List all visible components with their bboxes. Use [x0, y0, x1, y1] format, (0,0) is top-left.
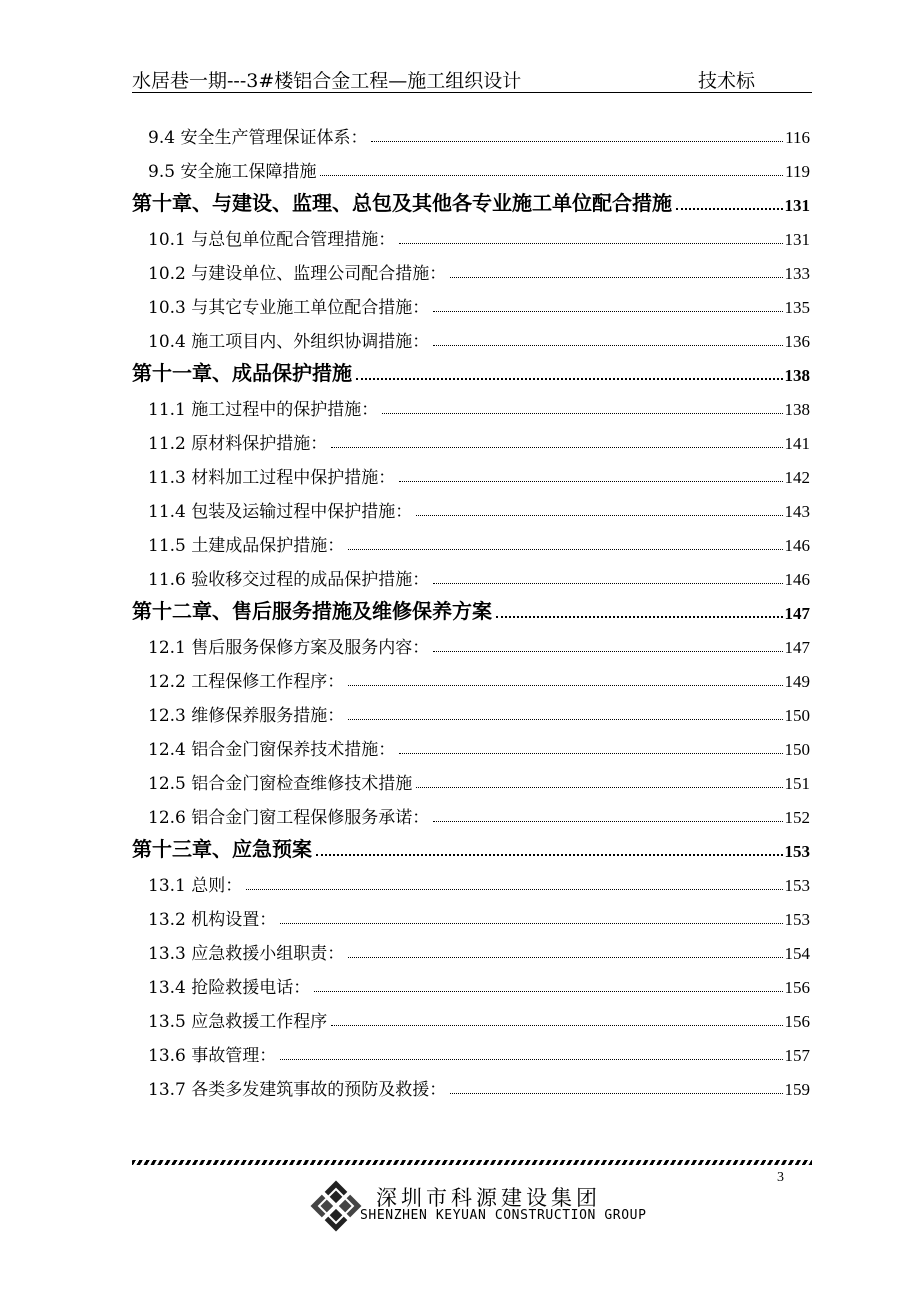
toc-dot-leader [356, 377, 783, 380]
toc-section-entry[interactable] [132, 256, 810, 284]
toc-entry-page: 157 [784, 1046, 810, 1065]
toc-dot-leader [348, 718, 782, 720]
toc-dot-leader [433, 820, 782, 822]
toc-entry-page: 131 [784, 196, 810, 215]
toc-entry-page: 153 [784, 910, 810, 929]
toc-entry-label: 12.2 工程保修工作程序： [148, 672, 345, 692]
toc-entry-page: 152 [784, 808, 810, 827]
toc-entry-label: 10.3 与其它专业施工单位配合措施： [148, 298, 430, 318]
toc-entry-page: 154 [784, 944, 810, 963]
toc-entry-page: 147 [784, 604, 810, 623]
toc-dot-leader [371, 140, 783, 142]
toc-section-entry[interactable] [132, 222, 810, 250]
toc-entry-label: 11.2 原材料保护措施： [148, 434, 328, 454]
header-right-label: 技术标 [698, 70, 756, 92]
toc-entry-label: 9.4 安全生产管理保证体系： [148, 128, 368, 148]
toc-dot-leader [433, 650, 782, 652]
toc-section-entry[interactable] [132, 800, 810, 828]
toc-entry-label: 11.3 材料加工过程中保护措施： [148, 468, 396, 488]
toc-section-entry[interactable] [132, 698, 810, 726]
toc-dot-leader [316, 853, 783, 856]
toc-dot-leader [416, 786, 782, 788]
toc-dot-leader [399, 752, 782, 754]
toc-entry-page: 119 [785, 162, 810, 181]
toc-entry-label: 第十三章、应急预案 [132, 837, 312, 861]
toc-section-entry[interactable] [132, 426, 810, 454]
toc-chapter-entry[interactable] [132, 596, 810, 624]
company-name-cn: 深圳市科源建设集团 [376, 1186, 601, 1210]
toc-dot-leader [348, 684, 782, 686]
toc-entry-label: 11.1 施工过程中的保护措施： [148, 400, 379, 420]
toc-section-entry[interactable] [132, 902, 810, 930]
toc-entry-page: 156 [784, 978, 810, 997]
toc-dot-leader [450, 276, 782, 278]
toc-dot-leader [399, 480, 782, 482]
toc-entry-label: 第十二章、售后服务措施及维修保养方案 [132, 599, 492, 623]
toc-entry-label: 11.6 验收移交过程的成品保护措施： [148, 570, 430, 590]
toc-entry-page: 153 [784, 876, 810, 895]
page-number: 3 [777, 1170, 784, 1185]
toc-dot-leader [348, 548, 782, 550]
toc-dot-leader [433, 344, 782, 346]
toc-entry-page: 146 [784, 536, 810, 555]
toc-entry-label: 11.5 土建成品保护措施： [148, 536, 345, 556]
toc-section-entry[interactable] [132, 630, 810, 658]
toc-entry-label: 13.6 事故管理： [148, 1046, 277, 1066]
toc-section-entry[interactable] [132, 936, 810, 964]
toc-entry-page: 150 [784, 706, 810, 725]
toc-dot-leader [416, 514, 782, 516]
toc-entry-label: 10.2 与建设单位、监理公司配合措施： [148, 264, 447, 284]
toc-dot-leader [314, 990, 782, 992]
page-header [132, 64, 812, 93]
toc-entry-label: 13.2 机构设置： [148, 910, 277, 930]
toc-entry-page: 141 [784, 434, 810, 453]
toc-entry-label: 9.5 安全施工保障措施 [148, 162, 317, 182]
toc-dot-leader [433, 582, 782, 584]
toc-entry-page: 150 [784, 740, 810, 759]
toc-entry-page: 135 [784, 298, 810, 317]
toc-dot-leader [348, 956, 782, 958]
toc-entry-page: 131 [784, 230, 810, 249]
toc-dot-leader [382, 412, 782, 414]
toc-entry-page: 133 [784, 264, 810, 283]
toc-section-entry[interactable] [132, 1004, 810, 1032]
toc-section-entry[interactable] [132, 392, 810, 420]
toc-section-entry[interactable] [132, 1072, 810, 1100]
toc-section-entry[interactable] [132, 154, 810, 182]
toc-entry-page: 116 [785, 128, 810, 147]
toc-entry-page: 146 [784, 570, 810, 589]
toc-entry-label: 12.5 铝合金门窗检查维修技术措施 [148, 774, 413, 794]
toc-section-entry[interactable] [132, 528, 810, 556]
toc-section-entry[interactable] [132, 1038, 810, 1066]
toc-entry-page: 142 [784, 468, 810, 487]
toc-entry-page: 159 [784, 1080, 810, 1099]
toc-chapter-entry[interactable] [132, 188, 810, 216]
toc-entry-label: 10.4 施工项目内、外组织协调措施： [148, 332, 430, 352]
toc-dot-leader [399, 242, 782, 244]
toc-section-entry[interactable] [132, 732, 810, 760]
toc-entry-page: 136 [784, 332, 810, 351]
toc-dot-leader [450, 1092, 782, 1094]
toc-section-entry[interactable] [132, 460, 810, 488]
toc-section-entry[interactable] [132, 120, 810, 148]
toc-entry-page: 153 [784, 842, 810, 861]
toc-section-entry[interactable] [132, 290, 810, 318]
toc-section-entry[interactable] [132, 766, 810, 794]
toc-entry-page: 138 [784, 366, 810, 385]
document-title: 水居巷一期---3#楼铝合金工程—施工组织设计 [132, 70, 522, 92]
toc-entry-page: 156 [784, 1012, 810, 1031]
toc-section-entry[interactable] [132, 562, 810, 590]
toc-dot-leader [320, 174, 783, 176]
toc-entry-page: 138 [784, 400, 810, 419]
toc-entry-label: 第十章、与建设、监理、总包及其他各专业施工单位配合措施 [132, 191, 672, 215]
toc-chapter-entry[interactable] [132, 358, 810, 386]
toc-entry-page: 143 [784, 502, 810, 521]
toc-dot-leader [280, 922, 782, 924]
toc-section-entry[interactable] [132, 494, 810, 522]
toc-entry-page: 147 [784, 638, 810, 657]
toc-section-entry[interactable] [132, 324, 810, 352]
toc-entry-label: 13.5 应急救援工作程序 [148, 1012, 328, 1032]
toc-entry-label: 第十一章、成品保护措施 [132, 361, 352, 385]
toc-entry-label: 13.4 抢险救援电话： [148, 978, 311, 998]
toc-entry-label: 12.6 铝合金门窗工程保修服务承诺： [148, 808, 430, 828]
toc-dot-leader [676, 207, 783, 210]
toc-dot-leader [433, 310, 782, 312]
toc-dot-leader [246, 888, 782, 890]
toc-section-entry[interactable] [132, 868, 810, 896]
footer-divider [132, 1160, 812, 1165]
toc-dot-leader [331, 1024, 782, 1026]
toc-dot-leader [331, 446, 782, 448]
company-logo-icon [310, 1180, 362, 1232]
toc-entry-label: 12.4 铝合金门窗保养技术措施： [148, 740, 396, 760]
toc-entry-label: 11.4 包装及运输过程中保护措施： [148, 502, 413, 522]
toc-section-entry[interactable] [132, 664, 810, 692]
toc-dot-leader [496, 615, 783, 618]
toc-entry-page: 151 [784, 774, 810, 793]
toc-section-entry[interactable] [132, 970, 810, 998]
toc-entry-label: 13.7 各类多发建筑事故的预防及救援： [148, 1080, 447, 1100]
toc-entry-page: 149 [784, 672, 810, 691]
toc-chapter-entry[interactable] [132, 834, 810, 862]
toc-entry-label: 12.1 售后服务保修方案及服务内容： [148, 638, 430, 658]
toc-entry-label: 12.3 维修保养服务措施： [148, 706, 345, 726]
toc-entry-label: 13.3 应急救援小组职责： [148, 944, 345, 964]
toc-entry-label: 13.1 总则： [148, 876, 243, 896]
toc-dot-leader [280, 1058, 782, 1060]
company-name-en: SHENZHEN KEYUAN CONSTRUCTION GROUP [360, 1208, 647, 1223]
toc-entry-label: 10.1 与总包单位配合管理措施： [148, 230, 396, 250]
